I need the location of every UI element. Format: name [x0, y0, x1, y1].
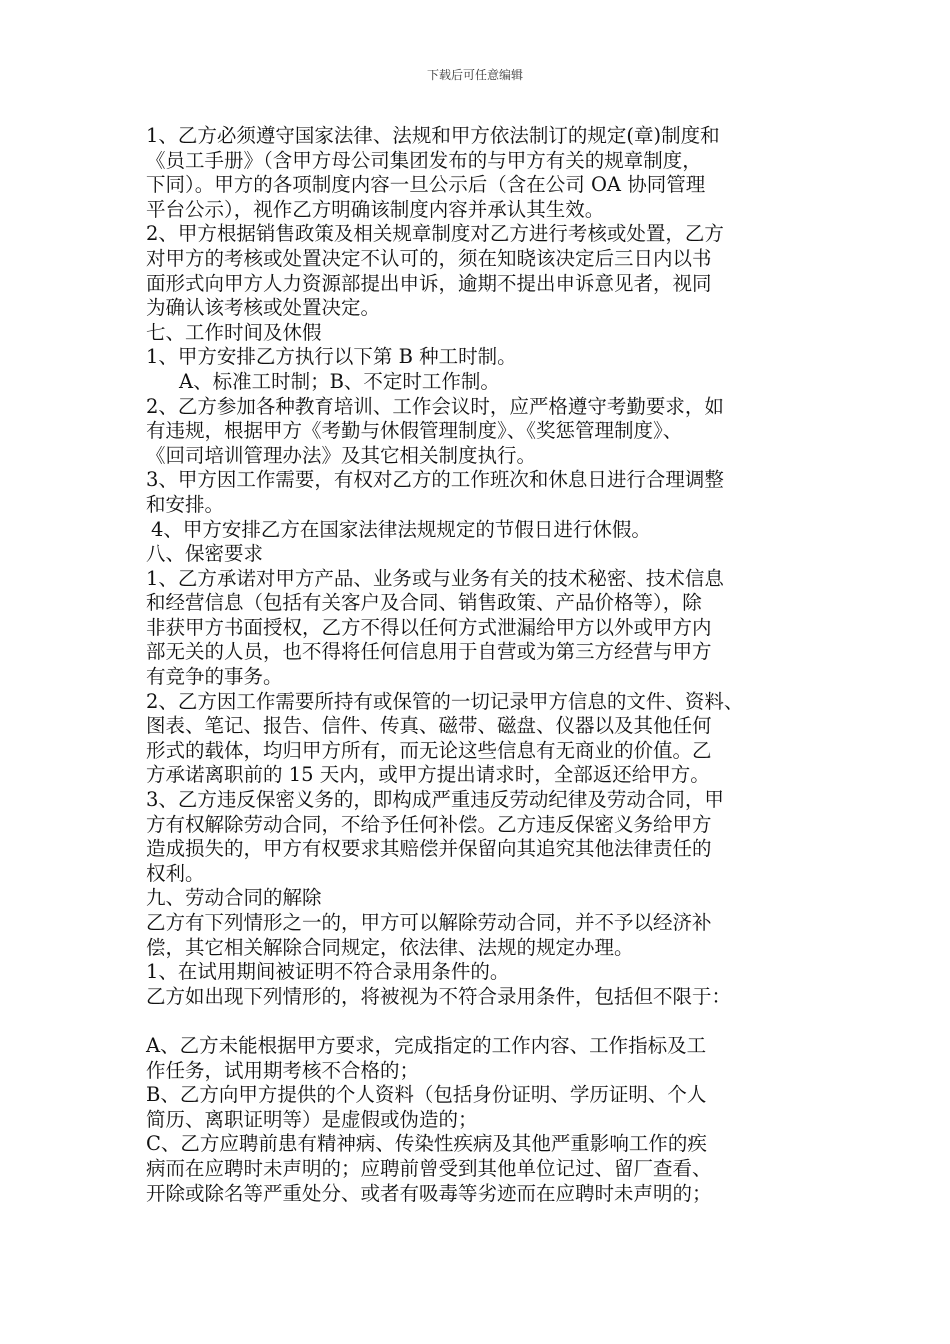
- text-line: 和经营信息（包括有关客户及合同、销售政策、产品价格等），除: [146, 591, 702, 615]
- text-line: 乙方有下列情形之一的，甲方可以解除劳动合同，并不予以经济补: [146, 911, 712, 934]
- text-line: B、乙方向甲方提供的个人资料（包括身份证明、学历证明、个人: [146, 1083, 707, 1107]
- text-line: 有违规，根据甲方《考勤与休假管理制度》、《奖惩管理制度》、: [146, 419, 683, 443]
- text-line: 下同）。甲方的各项制度内容一旦公示后（含在公司 OA 协同管理: [146, 173, 706, 197]
- text-line: 1、在试用期间被证明不符合录用条件的。: [146, 960, 510, 984]
- text-line: 《回司培训管理办法》及其它相关制度执行。: [146, 443, 537, 467]
- text-line: 对甲方的考核或处置决定不认可的，须在知晓该决定后三日内以书: [146, 246, 712, 270]
- text-line: 造成损失的，甲方有权要求其赔偿并保留向其追究其他法律责任的: [146, 837, 712, 861]
- text-line: A、标准工时制；B、不定时工作制。: [179, 369, 500, 393]
- text-line: 1、乙方承诺对甲方产品、业务或与业务有关的技术秘密、技术信息: [146, 566, 724, 590]
- section-heading: 八、保密要求: [146, 542, 264, 566]
- blank-line: [146, 1009, 836, 1034]
- text-line: 为确认该考核或处置决定。: [146, 296, 381, 320]
- text-line: 2、乙方因工作需要所持有或保管的一切记录甲方信息的文件、资料、: [146, 689, 744, 713]
- text-line: A、乙方未能根据甲方要求，完成指定的工作内容、工作指标及工: [146, 1033, 707, 1057]
- text-line: 病而在应聘时未声明的；应聘前曾受到其他单位记过、留厂查看、: [146, 1156, 712, 1180]
- text-line: C、乙方应聘前患有精神病、传染性疾病及其他严重影响工作的疾: [146, 1132, 707, 1156]
- text-line: 方承诺离职前的 15 天内，或甲方提出请求时，全部返还给甲方。: [146, 763, 710, 787]
- text-line: 部无关的人员，也不得将任何信息用于自营或为第三方经营与甲方: [146, 640, 712, 664]
- text-line: 图表、笔记、报告、信件、传真、磁带、磁盘、仪器以及其他任何: [146, 714, 712, 738]
- text-line: 3、乙方违反保密义务的，即构成严重违反劳动纪律及劳动合同，甲: [146, 788, 724, 812]
- text-line: 乙方如出现下列情形的，将被视为不符合录用条件，包括但不限于：: [146, 984, 732, 1008]
- text-line: 平台公示），视作乙方明确该制度内容并承认其生效。: [146, 197, 605, 221]
- text-line: 作任务，试用期考核不合格的；: [146, 1058, 420, 1082]
- text-line: 偿，其它相关解除合同规定，依法律、法规的规定办理。: [146, 935, 634, 959]
- text-line: 4、甲方安排乙方在国家法律法规规定的节假日进行休假。: [151, 517, 651, 541]
- text-line: 面形式向甲方人力资源部提出申诉，逾期不提出申诉意见者，视同: [146, 271, 712, 295]
- section-heading: 九、劳动合同的解除: [146, 886, 322, 910]
- text-line: 形式的载体，均归甲方所有，而无论这些信息有无商业的价值。乙: [146, 738, 712, 762]
- text-line: 非获甲方书面授权，乙方不得以任何方式泄漏给甲方以外或甲方内: [146, 615, 712, 639]
- text-line: 权利。: [146, 861, 205, 885]
- text-line: 2、甲方根据销售政策及相关规章制度对乙方进行考核或处置，乙方: [146, 222, 724, 246]
- text-line: 简历、离职证明等）是虚假或伪造的；: [146, 1107, 478, 1131]
- text-line: 方有权解除劳动合同，不给予任何补偿。乙方违反保密义务给甲方: [146, 812, 712, 836]
- document-body: [146, 124, 836, 1206]
- section-heading: 七、工作时间及休假: [146, 320, 322, 344]
- page-header: 下载后可任意编辑: [426, 68, 523, 82]
- text-line: 1、甲方安排乙方执行以下第 B 种工时制。: [146, 345, 517, 369]
- text-line: 和安排。: [146, 492, 225, 516]
- text-line: 2、乙方参加各种教育培训、工作会议时，应严格遵守考勤要求，如: [146, 394, 724, 418]
- text-line: 1、乙方必须遵守国家法律、法规和甲方依法制订的规定(章)制度和: [146, 124, 720, 147]
- text-line: 开除或除名等严重处分、或者有吸毒等劣迹而在应聘时未声明的；: [146, 1181, 712, 1205]
- text-line: 《员工手册》（含甲方母公司集团发布的与甲方有关的规章制度，: [146, 148, 702, 172]
- text-line: 有竞争的事务。: [146, 665, 283, 689]
- text-line: 3、甲方因工作需要，有权对乙方的工作班次和休息日进行合理调整: [146, 468, 724, 492]
